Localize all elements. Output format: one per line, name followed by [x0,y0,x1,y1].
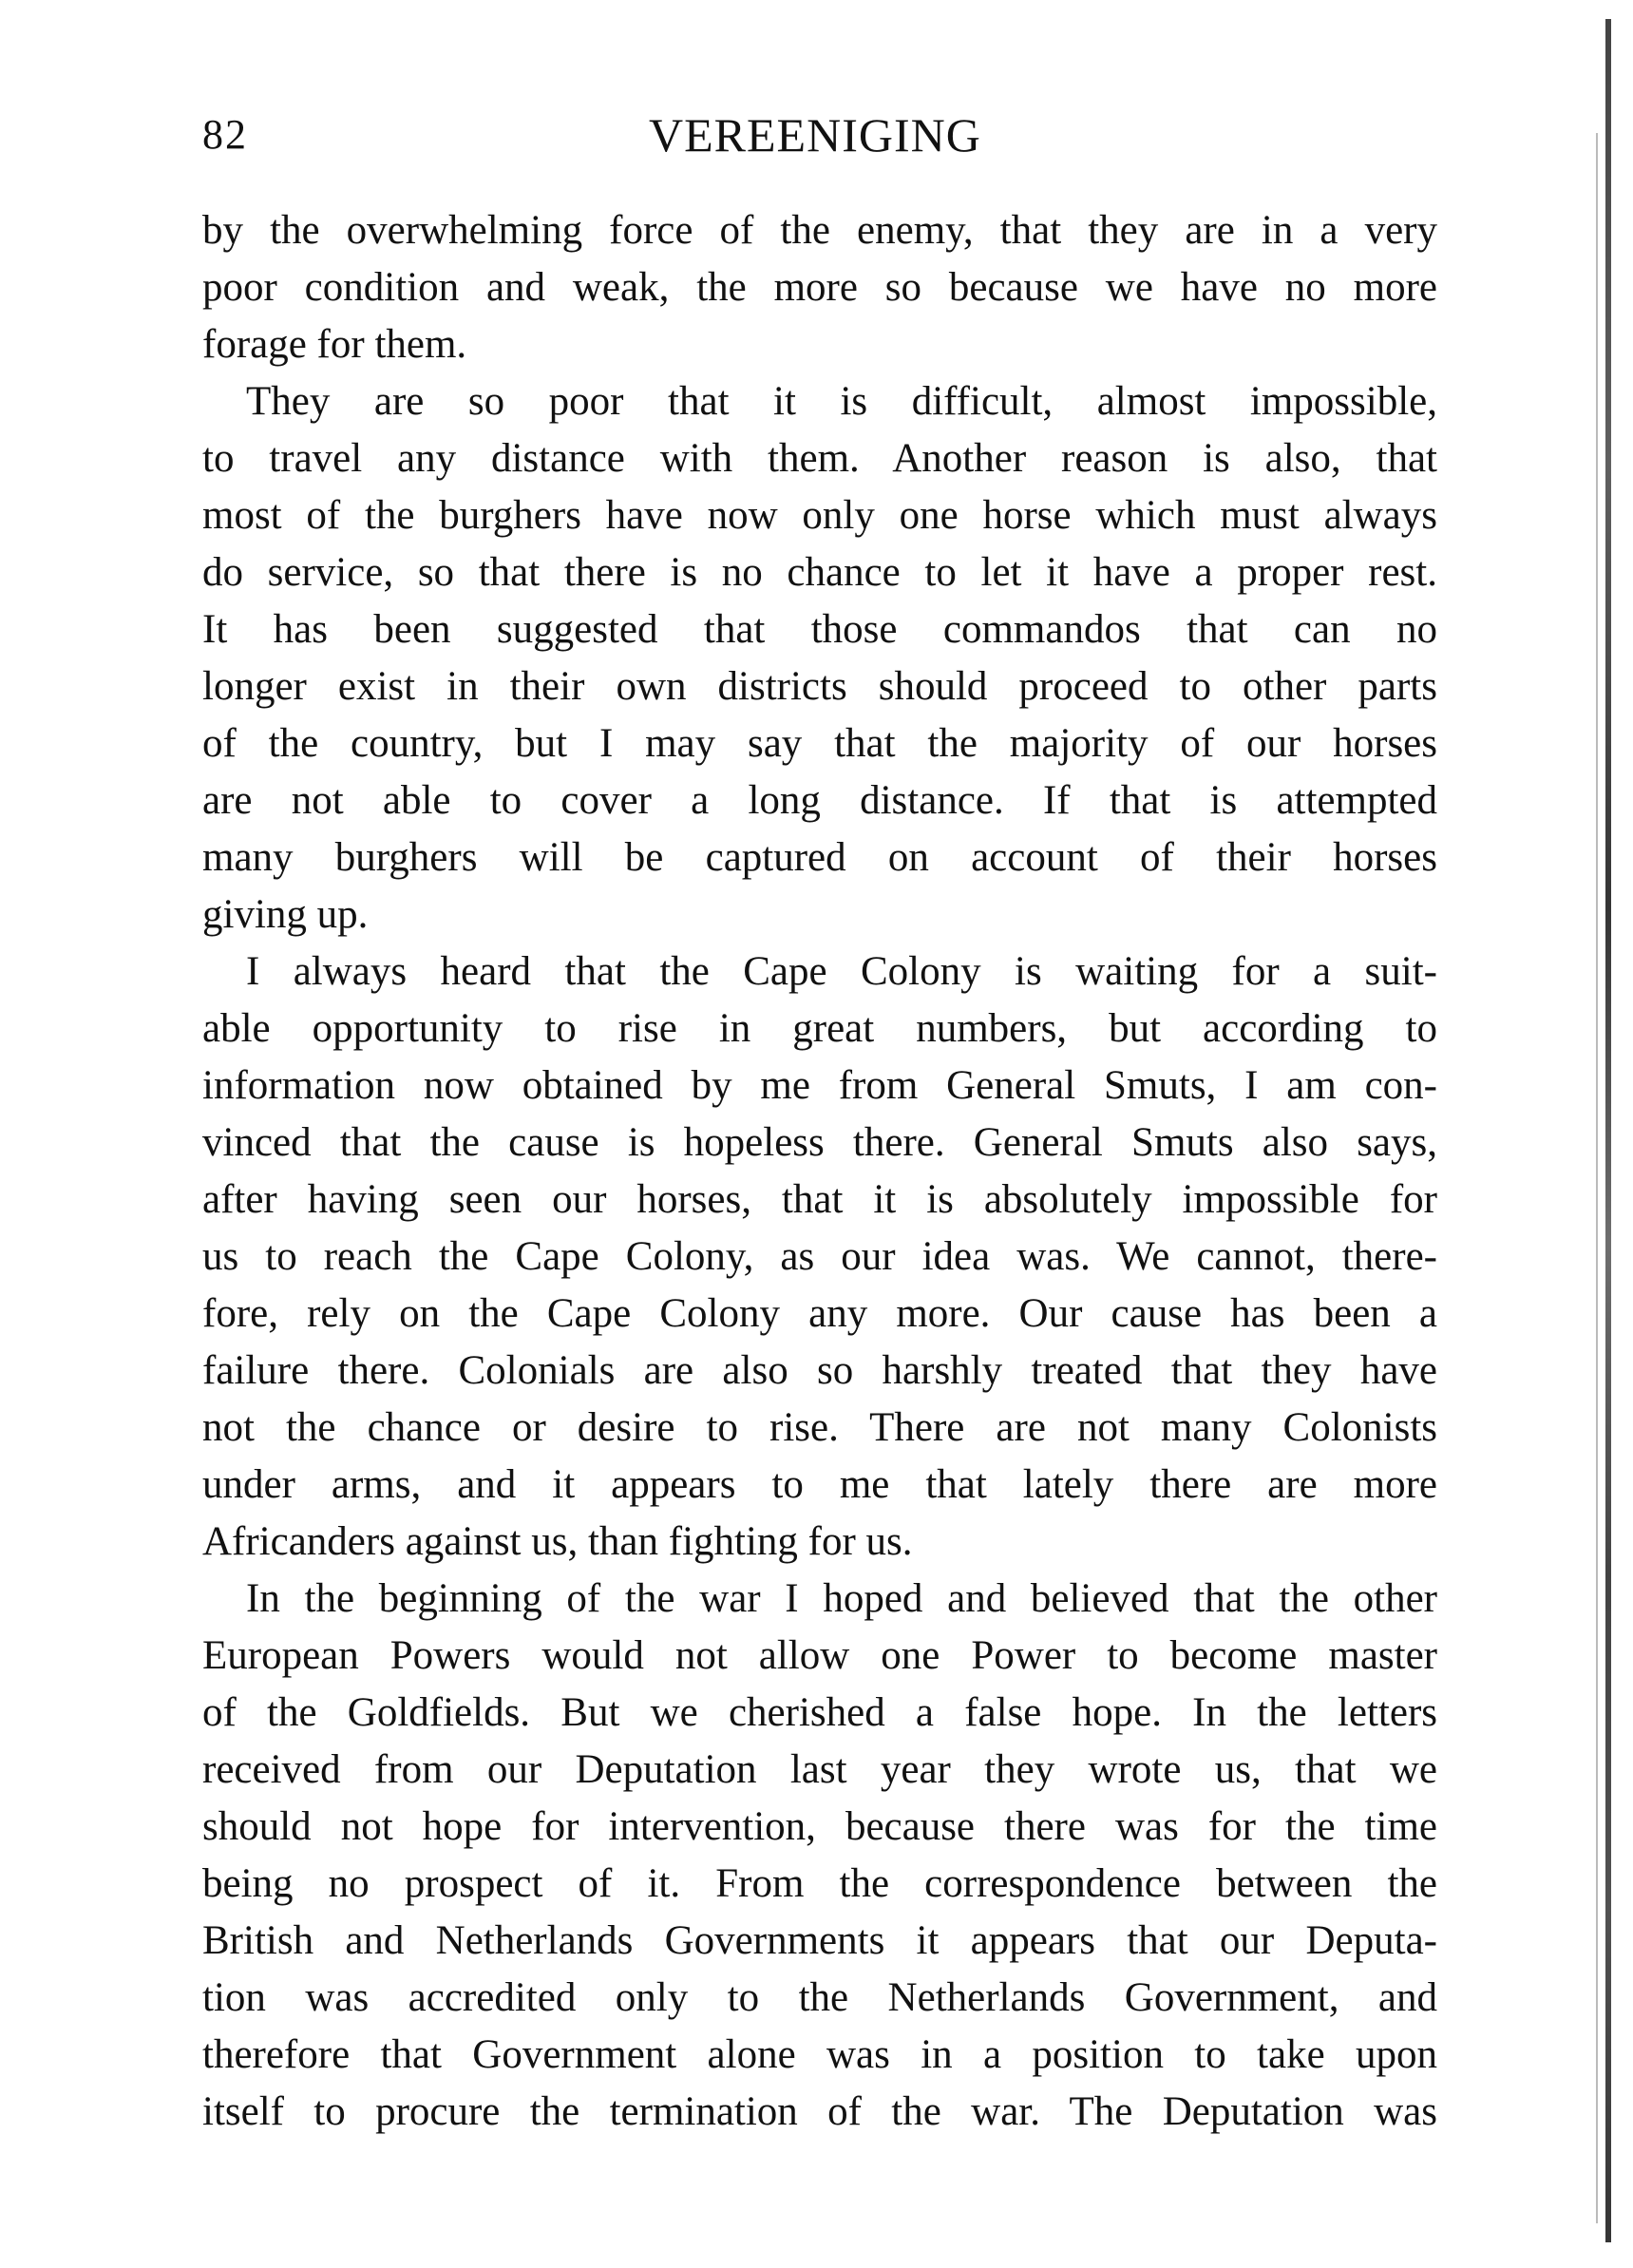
text-line: giving up. [202,892,369,937]
text-line: many burghers will be captured on account of their horses [202,835,1437,880]
text-line: They are so poor that it is difficult, almost impossible, [246,379,1437,424]
text-line: not the chance or desire to rise. There are not many Colonists [202,1405,1437,1450]
body-text [202,202,1437,2141]
page-header [202,106,1437,163]
text-line: vinced that the cause is hopeless there. General Smuts also says, [202,1120,1437,1165]
text-line: being no prospect of it. From the correspondence between the [202,1861,1437,1906]
text-line: European Powers would not allow one Power to become master [202,1633,1437,1678]
text-line: most of the burghers have now only one horse which must always [202,493,1437,538]
text-line: able opportunity to rise in great numbers, but according to [202,1006,1437,1051]
running-title: VEREENIGING [649,108,981,162]
text-line: under arms, and it appears to me that lately there are more [202,1462,1437,1507]
page-edge-shadow [1605,19,1611,2242]
text-line: It has been suggested that those commandos that can no [202,607,1437,652]
text-line: longer exist in their own districts should proceed to other parts [202,664,1437,709]
text-line: of the country, but I may say that the majority of our horses [202,721,1437,766]
text-line: itself to procure the termination of the war. The Deputation was [202,2089,1437,2134]
text-line: British and Netherlands Governments it appears that our Deputa- [202,1918,1437,1963]
text-line: failure there. Colonials are also so harshly treated that they have [202,1348,1437,1393]
text-line: Africanders against us, than fighting for us. [202,1519,913,1564]
text-line: tion was accredited only to the Netherlands Government, and [202,1975,1437,2020]
text-line: therefore that Government alone was in a position to take upon [202,2032,1437,2077]
text-line: fore, rely on the Cape Colony any more. Our cause has been a [202,1291,1437,1336]
text-line: by the overwhelming force of the enemy, that they are in a very [202,208,1437,253]
text-line: us to reach the Cape Colony, as our idea was. We cannot, there- [202,1234,1437,1279]
text-line: I always heard that the Cape Colony is waiting for a suit- [246,949,1437,994]
text-line: of the Goldfields. But we cherished a false hope. In the letters [202,1690,1437,1735]
text-line: In the beginning of the war I hoped and believed that the other [246,1576,1437,1621]
text-line: do service, so that there is no chance to let it have a proper rest. [202,550,1437,595]
text-line: are not able to cover a long distance. If that is attempted [202,778,1437,823]
text-line: poor condition and weak, the more so because we have no more [202,265,1437,310]
text-line: received from our Deputation last year they wrote us, that we [202,1747,1437,1792]
text-line: information now obtained by me from General Smuts, I am con- [202,1063,1437,1108]
page-edge-line [1596,133,1598,2223]
page-number: 82 [202,111,248,158]
text-line: after having seen our horses, that it is absolutely impossible for [202,1177,1437,1222]
text-line: should not hope for intervention, because there was for the time [202,1804,1437,1849]
text-line: forage for them. [202,322,467,367]
text-line: to travel any distance with them. Another reason is also, that [202,436,1437,481]
